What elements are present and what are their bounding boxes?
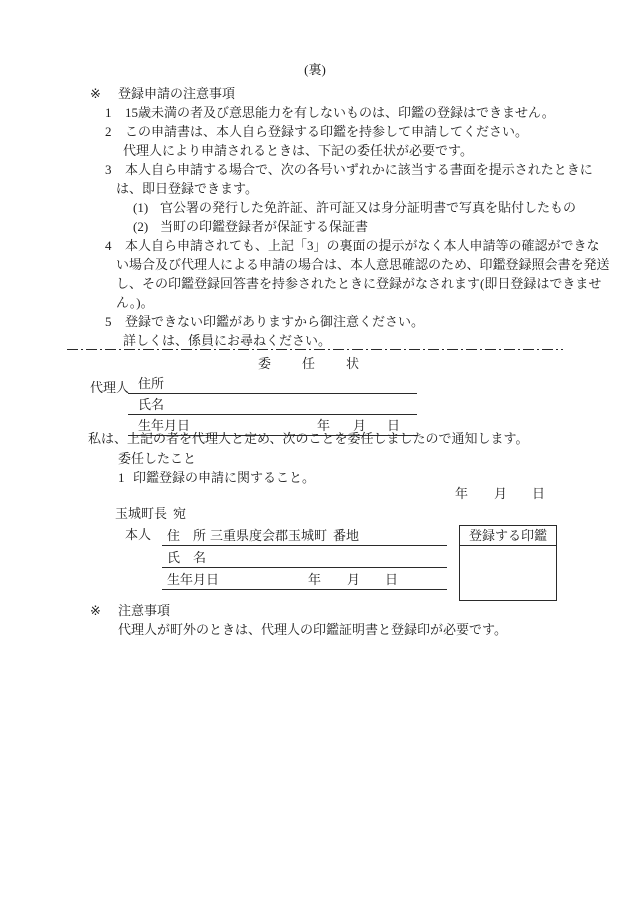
note-number: 5 — [105, 314, 112, 329]
delegated-item-number: 1 — [118, 470, 125, 485]
note-line — [0, 141, 630, 160]
principal-name-field[interactable] — [162, 546, 447, 568]
note-line — [0, 236, 630, 255]
note-line — [0, 293, 630, 312]
note-number: 3 — [105, 162, 112, 177]
note-text: 本人自ら申請されても、上記「3」の裏面の提示がなく本人申請等の確認ができな — [125, 238, 600, 253]
delegated-item-text: 印鑑登録の申請に関すること。 — [133, 470, 316, 485]
footnote-title: 注意事項 — [118, 603, 171, 618]
note-text: ん。)。 — [116, 295, 154, 310]
principal-birthdate-field[interactable] — [162, 568, 447, 590]
note-text: 代理人により申請されるときは、下記の委任状が必要です。 — [123, 143, 473, 158]
principal-address-label: 住 所 — [167, 528, 207, 543]
note-line — [0, 255, 630, 274]
day-label: 日 — [385, 572, 399, 587]
registration-notes-section — [0, 84, 630, 350]
notes-title: 登録申請の注意事項 — [118, 86, 236, 101]
principal-name-label: 氏 名 — [167, 550, 207, 565]
agent-address-label: 住所 — [138, 376, 165, 391]
agent-fields — [128, 373, 417, 436]
seal-box — [459, 525, 557, 601]
note-line — [0, 198, 630, 217]
note-text: し、その印鑑登録回答書を持参されたときに登録がなされます(即日登録はできませ — [116, 276, 602, 291]
note-line — [0, 312, 630, 331]
principal-label: 本人 — [125, 527, 152, 542]
day-label: 日 — [532, 486, 546, 501]
footnote-text: 代理人が町外のときは、代理人の印鑑証明書と登録印が必要です。 — [118, 622, 507, 637]
notes-heading — [0, 84, 630, 103]
declaration-text: 私は、上記の者を代理人と定め、次のことを委任しましたので通知します。 — [88, 431, 529, 446]
note-line — [0, 160, 630, 179]
note-number: 4 — [105, 238, 112, 253]
day-label: 日 — [387, 418, 401, 433]
year-label: 年 — [308, 572, 322, 587]
principal-birthdate-label: 生年月日 — [167, 572, 220, 587]
month-label: 月 — [353, 418, 367, 433]
year-label: 年 — [317, 418, 331, 433]
agent-address-field[interactable] — [128, 373, 417, 394]
side-label: (裏) — [304, 62, 326, 77]
note-line — [0, 103, 630, 122]
note-text: 15歳未満の者及び意思能力を有しないものは、印鑑の登録はできません。 — [125, 105, 555, 120]
footnote-marker: ※ — [90, 603, 101, 618]
delegated-heading: 委任したこと — [118, 451, 197, 466]
note-text: この申請書は、本人自ら登録する印鑑を持参して申請してください。 — [125, 124, 529, 139]
month-label: 月 — [494, 486, 508, 501]
power-of-attorney-title: 委任状 — [258, 356, 391, 371]
note-text: 登録できない印鑑がありますから御注意ください。 — [125, 314, 425, 329]
note-line — [0, 217, 630, 236]
note-number: 1 — [105, 105, 112, 120]
note-line — [0, 179, 630, 198]
seal-impression-area[interactable] — [460, 546, 556, 600]
note-number: 2 — [105, 124, 112, 139]
agent-name-label: 氏名 — [138, 397, 165, 412]
note-line — [0, 331, 630, 350]
notes-marker: ※ — [90, 86, 101, 101]
note-text: 詳しくは、係員にお尋ねください。 — [123, 333, 332, 348]
note-sub-number: (1) — [133, 200, 149, 215]
principal-address-field[interactable] — [162, 524, 447, 546]
note-sub-number: (2) — [133, 219, 149, 234]
addressee-suffix: 宛 — [173, 506, 187, 521]
note-line — [0, 274, 630, 293]
note-text: 本人自ら申請する場合で、次の各号いずれかに該当する書面を提示されたときに — [125, 162, 593, 177]
note-text: 官公署の発行した免許証、許可証又は身分証明書で写真を貼付したもの — [160, 200, 577, 215]
note-text: 当町の印鑑登録者が保証する保証書 — [160, 219, 369, 234]
agent-name-field[interactable] — [128, 394, 417, 415]
year-label: 年 — [455, 486, 469, 501]
addressee-name: 玉城町長 — [115, 506, 168, 521]
cut-line-separator — [67, 349, 563, 350]
note-text: い場合及び代理人による申請の場合は、本人意思確認のため、印鑑登録照会書を発送 — [116, 257, 610, 272]
month-label: 月 — [347, 572, 361, 587]
principal-fields — [162, 524, 447, 590]
agent-birthdate-label: 生年月日 — [138, 418, 191, 433]
principal-address-suffix: 番地 — [333, 528, 360, 543]
note-line — [0, 122, 630, 141]
note-text: は、即日登録できます。 — [116, 181, 258, 196]
seal-box-label: 登録する印鑑 — [460, 526, 556, 546]
agent-label: 代理人 — [90, 380, 130, 395]
principal-address-value: 三重県度会郡玉城町 — [210, 528, 328, 543]
